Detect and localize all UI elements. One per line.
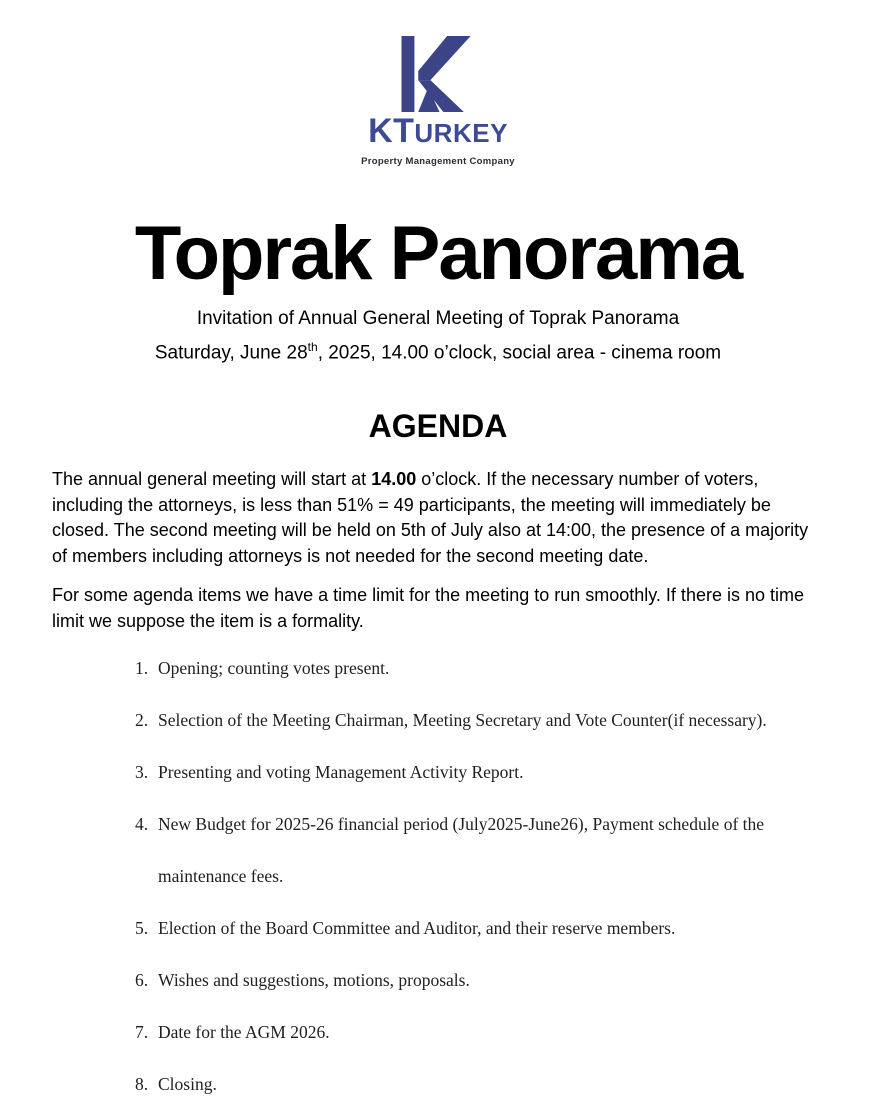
start-time-bold: 14.00 <box>371 469 417 490</box>
agenda-item-6 <box>135 954 824 1006</box>
agenda-item-number: 8. <box>135 1074 149 1095</box>
agenda-item-number: 7. <box>135 1022 149 1043</box>
brand-name <box>52 114 824 155</box>
agenda-item-number: 3. <box>135 762 149 783</box>
subtitle-date-pre: Saturday, June 28 <box>154 342 308 364</box>
agenda-item-text: New Budget for 2025-26 financial period (July2025-June26), Payment schedule of the maintenance fees. <box>158 814 765 887</box>
subtitle-line-2 <box>52 333 824 367</box>
subtitle-line-1: Invitation of Annual General Meeting of Toprak Panorama <box>196 308 680 329</box>
meeting-subtitle <box>52 305 824 367</box>
agenda-item-number: 5. <box>135 918 149 939</box>
intro-paragraph-pre: The annual general meeting will start at <box>52 469 372 490</box>
agenda-item-text: Date for the AGM 2026. <box>158 1022 330 1043</box>
agenda-item-text: Closing. <box>158 1074 217 1095</box>
agenda-item-4 <box>135 798 824 902</box>
agenda-item-text: Wishes and suggestions, motions, proposals. <box>158 970 470 991</box>
k-monogram-icon <box>400 36 476 112</box>
agenda-list <box>52 642 824 1110</box>
agenda-item-number: 2. <box>135 710 149 731</box>
agenda-item-text: Presenting and voting Management Activity Report. <box>158 762 524 783</box>
intro-paragraph <box>52 467 824 569</box>
subtitle-ordinal: th <box>307 340 318 354</box>
brand-name-large: KT <box>368 112 415 150</box>
agenda-item-text: Selection of the Meeting Chairman, Meeting Secretary and Vote Counter(if necessary). <box>158 710 767 731</box>
intro-paragraph-post: o’clock. If the necessary number of voters, including the attorneys, is less than 51% = 49 participants, the meeting will immediately be closed. The second meeting will be held on 5th of July also at 14:00, the presence of a majority of members including attorneys is not needed for the second meeting date. <box>52 469 809 566</box>
company-logo <box>52 36 824 167</box>
agenda-item-text: Opening; counting votes present. <box>158 658 390 679</box>
subtitle-date-post: , 2025, 14.00 o’clock, social area - cinema room <box>317 342 722 364</box>
brand-tagline: Property Management Company <box>361 156 515 167</box>
agenda-item-5 <box>135 902 824 954</box>
agenda-item-2 <box>135 694 824 746</box>
agenda-item-number: 6. <box>135 970 149 991</box>
agenda-item-number: 4. <box>135 814 149 835</box>
agenda-heading: AGENDA <box>368 408 508 445</box>
agenda-item-1 <box>135 642 824 694</box>
brand-name-small: URKEY <box>414 118 508 148</box>
agenda-item-number: 1. <box>135 658 149 679</box>
agenda-item-text: Election of the Board Committee and Auditor, and their reserve members. <box>158 918 676 939</box>
page-title: Toprak Panorama <box>134 211 742 296</box>
agenda-item-8 <box>135 1058 824 1110</box>
agenda-item-7 <box>135 1006 824 1058</box>
time-limit-paragraph: For some agenda items we have a time limit for the meeting to run smoothly. If there is no time limit we suppose the item is a formality. <box>52 585 804 631</box>
agenda-item-3 <box>135 746 824 798</box>
